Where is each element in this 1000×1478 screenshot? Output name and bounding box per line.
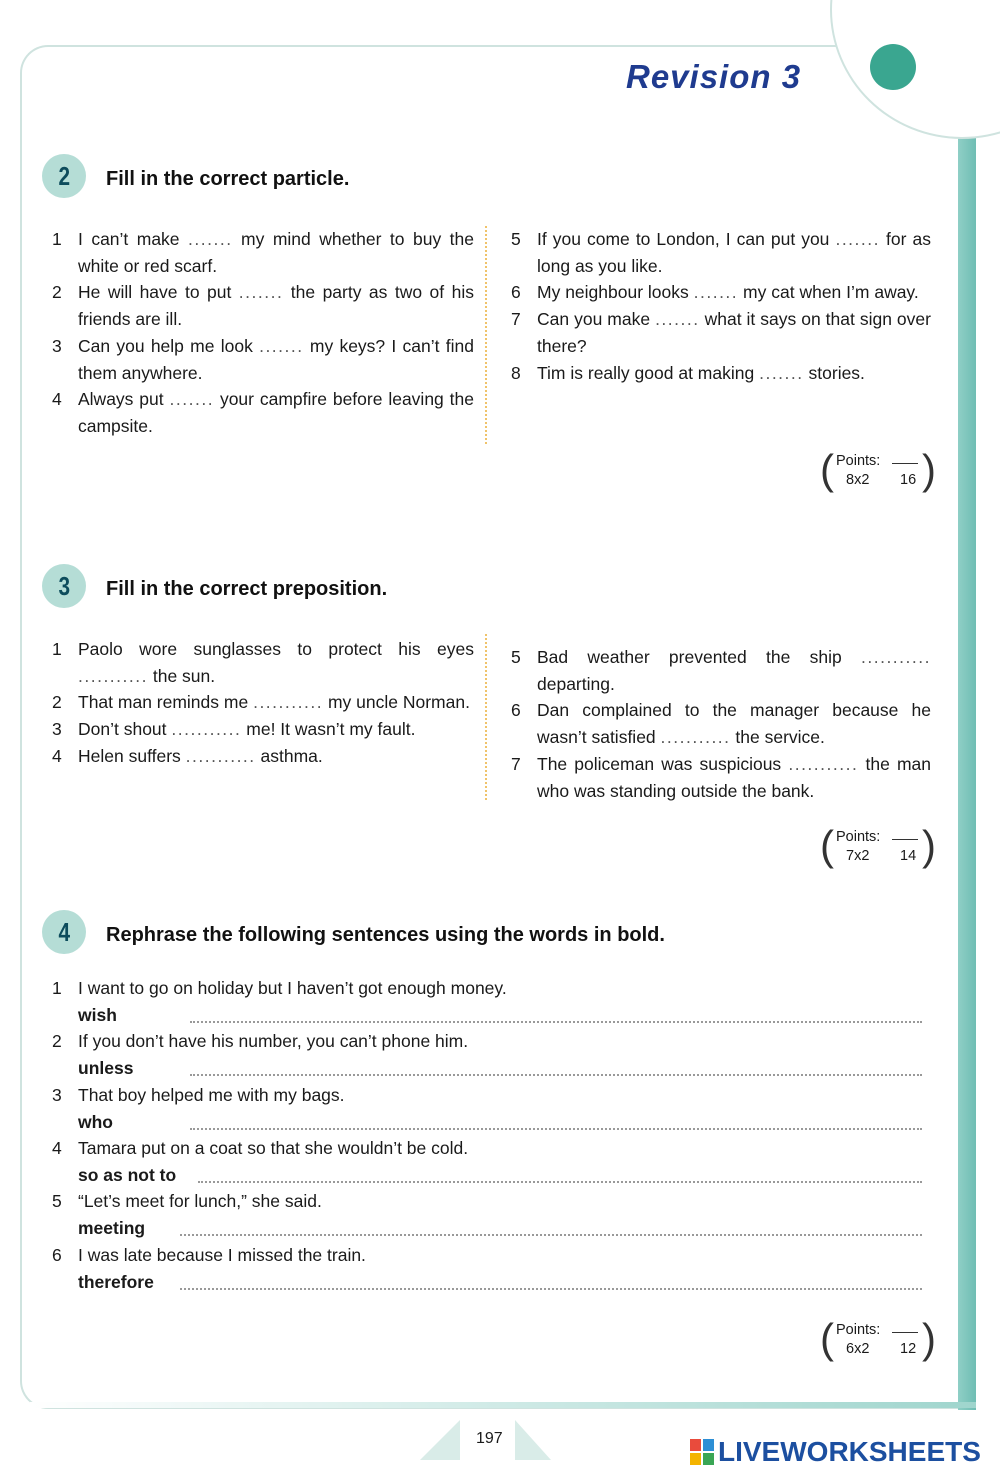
list-item: 6 Dan complained to the manager because he wasn’t satisfied ........... the service. bbox=[511, 700, 931, 748]
points-box: ( ) Points: 7x2 14 bbox=[820, 822, 936, 869]
answer-blank[interactable]: ....... bbox=[169, 389, 215, 410]
answer-line[interactable] bbox=[190, 1021, 922, 1023]
list-item: 5 If you come to London, I can put you ....... for as long as you like. bbox=[511, 229, 931, 276]
keyword: wish bbox=[78, 1005, 117, 1025]
exercise-3-badge: 3 bbox=[42, 564, 86, 608]
answer-blank[interactable]: ....... bbox=[835, 229, 880, 249]
list-item: 2 That man reminds me ........... my uncle Norman. bbox=[52, 692, 470, 713]
list-item: 3 Don’t shout ........... me! It wasn’t my fault. bbox=[52, 719, 416, 740]
answer-blank[interactable]: ........... bbox=[171, 719, 242, 740]
points-box: ( ) Points: 8x2 16 bbox=[820, 446, 936, 493]
list-item: 4 Always put ....... your campfire before leaving the campsite. bbox=[52, 389, 474, 436]
answer-blank[interactable]: ....... bbox=[238, 282, 284, 303]
answer-blank[interactable]: ........... bbox=[660, 727, 731, 748]
liveworksheets-logo-icon bbox=[690, 1439, 714, 1465]
page-number: 197 bbox=[476, 1430, 503, 1447]
list-item: 8 Tim is really good at making ....... stories. bbox=[511, 362, 865, 383]
list-item: 5 Bad weather prevented the ship ........... departing. bbox=[511, 647, 931, 694]
answer-line[interactable] bbox=[190, 1128, 922, 1130]
keyword: so as not to bbox=[78, 1165, 177, 1185]
answer-line[interactable] bbox=[180, 1234, 922, 1236]
list-item: 1 Paolo wore sunglasses to protect his eyes ........... the sun. bbox=[52, 639, 474, 686]
answer-blank[interactable]: ....... bbox=[188, 229, 233, 249]
page-title: Revision 3 bbox=[626, 58, 802, 95]
exercise-4-instruction: Rephrase the following sentences using the words in bold. bbox=[106, 924, 665, 946]
answer-blank[interactable]: ....... bbox=[259, 335, 304, 356]
exercise-3-right-column bbox=[511, 644, 931, 804]
brand-logo: LIVEWORKSHEETS bbox=[690, 1436, 981, 1468]
exercise-2-badge: 2 bbox=[42, 154, 86, 198]
keyword: unless bbox=[78, 1058, 134, 1078]
exercise-4-badge: 4 bbox=[42, 910, 86, 954]
answer-line[interactable] bbox=[198, 1181, 922, 1183]
keyword: who bbox=[78, 1112, 113, 1132]
exercise-2-instruction: Fill in the correct particle. bbox=[106, 168, 350, 190]
list-item: 1 I can’t make ....... my mind whether to buy the white or red scarf. bbox=[52, 229, 474, 276]
keyword: meeting bbox=[78, 1218, 146, 1238]
list-item: 3 Can you help me look ....... my keys? I can’t find them anywhere. bbox=[52, 335, 474, 383]
answer-blank[interactable]: ........... bbox=[78, 665, 148, 686]
list-item: 7 The policeman was suspicious ........... the man who was standing outside the bank. bbox=[511, 753, 931, 801]
answer-blank[interactable]: ........... bbox=[253, 692, 324, 713]
list-item: 7 Can you make ....... what it says on that sign over there? bbox=[511, 309, 931, 356]
list-item: 6 My neighbour looks ....... my cat when I’m away. bbox=[511, 282, 919, 303]
column-divider bbox=[485, 634, 487, 800]
page-corner-left-decoration bbox=[420, 1420, 460, 1460]
exercise-3-left-column bbox=[52, 636, 474, 770]
answer-line[interactable] bbox=[180, 1288, 922, 1290]
page-bottom-edge bbox=[30, 1402, 976, 1408]
answer-blank[interactable]: ........... bbox=[861, 647, 931, 667]
exercise-2-left-column bbox=[52, 226, 474, 440]
list-item: 2 He will have to put ....... the party as two of his friends are ill. bbox=[52, 282, 474, 330]
list-item: 4 Helen suffers ........... asthma. bbox=[52, 745, 323, 766]
exercise-3-instruction: Fill in the correct preposition. bbox=[106, 578, 388, 600]
corner-dot-icon bbox=[870, 44, 916, 90]
page-corner-right-decoration bbox=[515, 1420, 551, 1460]
answer-blank[interactable]: ........... bbox=[788, 753, 859, 774]
answer-blank[interactable]: ........... bbox=[185, 745, 256, 766]
answer-line[interactable] bbox=[190, 1074, 922, 1076]
keyword: therefore bbox=[78, 1272, 154, 1292]
answer-blank[interactable]: ....... bbox=[693, 282, 739, 303]
page-edge-strip bbox=[958, 130, 976, 1410]
exercise-2-right-column bbox=[511, 226, 931, 386]
answer-blank[interactable]: ....... bbox=[655, 309, 700, 330]
answer-blank[interactable]: ....... bbox=[759, 362, 804, 383]
column-divider bbox=[485, 226, 487, 444]
points-box: ( ) Points: 6x2 12 bbox=[820, 1315, 936, 1362]
